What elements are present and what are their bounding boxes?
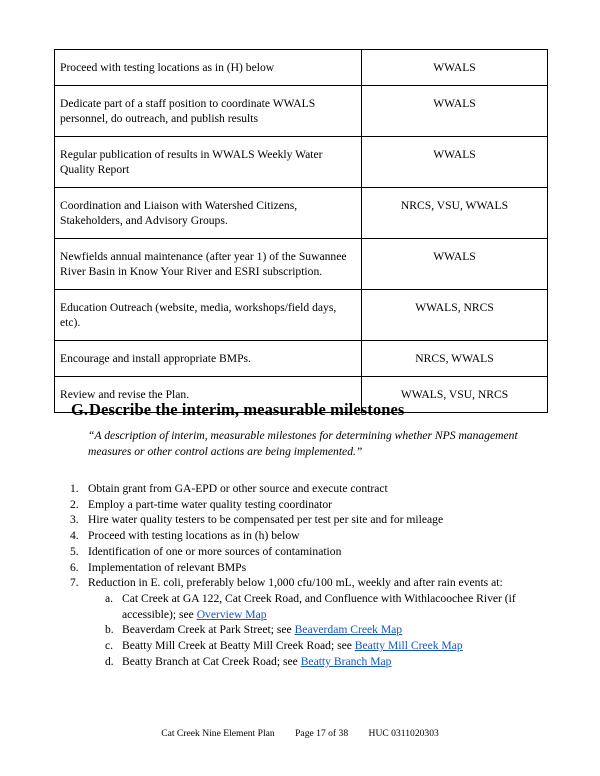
milestone-number: 1. [70,482,79,495]
sampling-site-text: Beatty Branch at Cat Creek Road; see [122,654,301,668]
milestone-item [70,528,540,544]
table-row [55,188,548,239]
map-link[interactable]: Beaverdam Creek Map [294,623,403,637]
milestone-item [70,497,540,513]
table-row [55,50,548,86]
responsible-party-cell: NRCS, VSU, WWALS [362,188,548,239]
section-quote: “A description of interim, measurable milestones for determining whether NPS management measures or other control actions are being implemented.” [88,429,518,458]
milestone-item [70,575,540,669]
footer-page-number: Page 17 of 38 [295,728,349,739]
page-footer [0,728,600,739]
milestone-number: 7. [70,576,79,590]
milestone-number: 5. [70,544,79,558]
sampling-site-text: Beatty Mill Creek at Beatty Mill Creek Road; see [122,639,355,653]
sampling-site-letter: c. [105,639,114,653]
milestone-text: Employ a part-time water quality testing coordinator [88,497,333,511]
section-letter: G. [71,400,89,419]
sampling-site-letter: a. [105,591,114,605]
milestone-text: Obtain grant from GA-EPD or other source and execute contract [88,482,388,495]
milestone-item [70,481,540,497]
table-row [55,239,548,290]
responsible-party-cell: WWALS, NRCS [362,290,548,341]
responsibility-table [54,49,548,413]
footer-doc-title: Cat Creek Nine Element Plan [161,728,275,739]
sampling-site-letter: d. [105,654,114,668]
footer-huc: HUC 0311020303 [368,728,439,739]
responsible-party-cell: NRCS, WWALS [362,341,548,377]
task-cell: Proceed with testing locations as in (H) below [55,50,362,86]
milestone-number: 4. [70,529,79,543]
milestone-list [70,481,540,669]
milestone-text: Identification of one or more sources of contamination [88,544,342,558]
map-link[interactable]: Overview Map [196,607,267,621]
task-cell: Review and revise the Plan. [55,377,362,413]
milestone-item [70,544,540,560]
milestone-number: 2. [70,497,79,511]
responsibility-table-body [55,50,548,413]
sampling-site-item [88,622,540,638]
responsible-party-cell: WWALS [362,137,548,188]
responsible-party-cell: WWALS [362,86,548,137]
sampling-site-item [88,591,540,622]
milestone-text: Reduction in E. coli, preferably below 1,000 cfu/100 mL, weekly and after rain events at: [88,576,503,590]
sampling-site-item [88,638,540,654]
responsible-party-cell: WWALS [362,50,548,86]
task-cell: Education Outreach (website, media, workshops/field days, etc). [55,290,362,341]
task-cell: Newfields annual maintenance (after year 1) of the Suwannee River Basin in Know Your River and ESRI subscription. [55,239,362,290]
responsible-party-cell: WWALS [362,239,548,290]
sampling-site-item [88,654,540,670]
task-cell: Dedicate part of a staff position to coordinate WWALS personnel, do outreach, and publish results [55,86,362,137]
section-heading [71,400,404,420]
milestone-item [70,560,540,576]
responsible-party-cell: WWALS, VSU, NRCS [362,377,548,413]
milestone-text: Hire water quality testers to be compensated per test per site and for mileage [88,513,444,527]
sampling-site-text: Cat Creek at GA 122, Cat Creek Road, and Confluence with Withlacoochee River (if accessible); see [122,591,516,621]
sampling-site-text: Beaverdam Creek at Park Street; see [122,623,295,637]
table-row [55,341,548,377]
sampling-site-letter: b. [105,623,114,637]
task-cell: Regular publication of results in WWALS Weekly Water Quality Report [55,137,362,188]
milestone-text: Implementation of relevant BMPs [88,560,247,574]
milestone-number: 6. [70,560,79,574]
milestone-text: Proceed with testing locations as in (h) below [88,529,300,543]
table-row [55,290,548,341]
task-cell: Encourage and install appropriate BMPs. [55,341,362,377]
milestone-item [70,512,540,528]
table-row [55,86,548,137]
table-row [55,137,548,188]
sampling-site-list [88,591,540,670]
map-link[interactable]: Beatty Branch Map [300,654,392,668]
task-cell: Coordination and Liaison with Watershed Citizens, Stakeholders, and Advisory Groups. [55,188,362,239]
section-title: Describe the interim, measurable milestones [89,400,405,419]
milestone-number: 3. [70,513,79,527]
map-link[interactable]: Beatty Mill Creek Map [354,639,463,653]
